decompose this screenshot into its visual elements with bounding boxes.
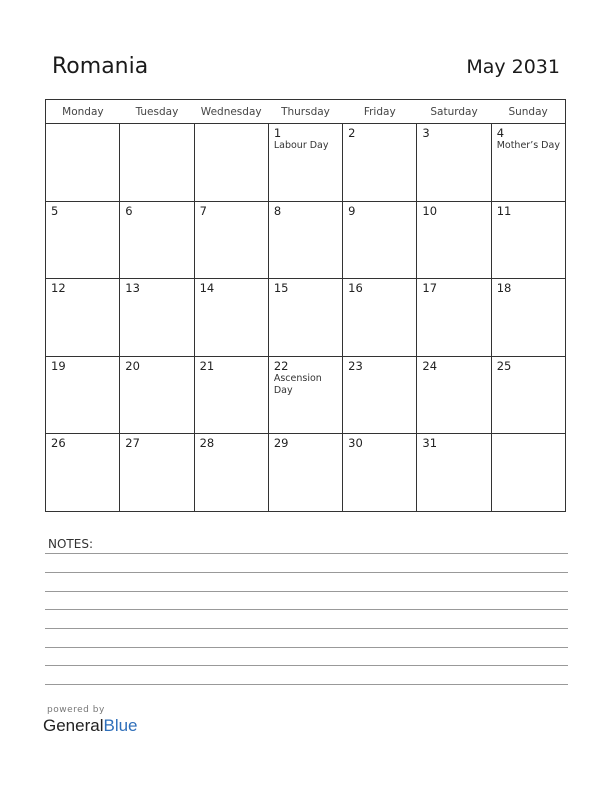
note-line: [45, 628, 568, 629]
calendar-grid: [45, 99, 566, 512]
note-line: [45, 647, 568, 648]
note-line: [45, 665, 568, 666]
calendar-day-cell: [194, 434, 268, 512]
calendar-day-cell: [46, 124, 120, 202]
calendar-day-cell: [491, 124, 565, 202]
calendar-day-cell: [417, 279, 491, 357]
calendar-day-cell: [194, 124, 268, 202]
weekday-header: Sunday: [491, 100, 565, 124]
calendar-day-cell: [491, 434, 565, 512]
calendar-day-cell: [46, 279, 120, 357]
weekday-header: Monday: [46, 100, 120, 124]
weekday-header: Thursday: [268, 100, 342, 124]
calendar-day-cell: [46, 201, 120, 279]
note-line: [45, 684, 568, 685]
weekday-header: Tuesday: [120, 100, 194, 124]
day-number: 31: [422, 436, 438, 451]
calendar-day-cell: [268, 356, 342, 434]
weekday-header-row: [46, 100, 566, 124]
calendar-day-cell: [491, 356, 565, 434]
notes-label: NOTES:: [48, 537, 93, 551]
calendar-week-row: [46, 201, 566, 279]
day-number: 25: [496, 358, 512, 373]
day-number: 18: [496, 281, 512, 296]
note-line: [45, 572, 568, 573]
day-number: 13: [125, 281, 140, 296]
note-line: [45, 609, 568, 610]
calendar-day-cell: [120, 356, 194, 434]
month-title: May 2031: [466, 56, 560, 78]
generalblue-logo[interactable]: [43, 716, 138, 736]
day-number: 3: [422, 126, 430, 140]
calendar-day-cell: [268, 201, 342, 279]
calendar-day-cell: [343, 124, 417, 202]
day-number: 21: [199, 358, 215, 373]
holiday-label: Labour Day: [273, 140, 329, 151]
calendar-day-cell: [417, 356, 491, 434]
day-number: 1: [273, 126, 282, 140]
day-number: 28: [199, 436, 215, 451]
day-number: 12: [51, 281, 66, 296]
day-number: 20: [125, 358, 140, 373]
calendar-day-cell: [343, 434, 417, 512]
day-number: 29: [273, 436, 289, 451]
weekday-header: Wednesday: [194, 100, 268, 124]
brand-blue: Blue: [103, 716, 138, 735]
calendar-day-cell: [491, 279, 565, 357]
calendar-day-cell: [417, 434, 491, 512]
day-number: 26: [51, 436, 66, 451]
holiday-label: Mother’s Day: [496, 140, 560, 151]
holiday-label: Ascension Day: [273, 372, 322, 396]
weekday-header: Saturday: [417, 100, 491, 124]
day-number: 8: [273, 203, 282, 218]
calendar-week-row: [46, 434, 566, 512]
calendar-body: [46, 124, 566, 512]
day-number: 7: [199, 203, 207, 218]
day-number: 6: [125, 203, 133, 218]
day-number: 16: [348, 281, 363, 296]
calendar-day-cell: [343, 356, 417, 434]
calendar-day-cell: [194, 356, 268, 434]
calendar-day-cell: [46, 356, 120, 434]
country-title: Romania: [52, 54, 149, 79]
calendar-week-row: [46, 356, 566, 434]
calendar-day-cell: [194, 201, 268, 279]
day-number: 27: [125, 436, 140, 451]
calendar-day-cell: [343, 201, 417, 279]
calendar-day-cell: [417, 124, 491, 202]
day-number: 15: [273, 281, 289, 296]
day-number: 9: [348, 203, 356, 218]
day-number: 5: [51, 203, 59, 218]
calendar-day-cell: [343, 279, 417, 357]
day-number: 19: [51, 358, 66, 373]
calendar-day-cell: [268, 434, 342, 512]
calendar-day-cell: [268, 124, 342, 202]
powered-by-text: powered by: [47, 705, 105, 715]
day-number: 30: [348, 436, 363, 451]
calendar-day-cell: [120, 434, 194, 512]
note-line: [45, 591, 568, 592]
calendar-day-cell: [120, 279, 194, 357]
brand-general: General: [43, 716, 104, 735]
calendar-day-cell: [46, 434, 120, 512]
day-number: 24: [422, 358, 438, 373]
calendar-day-cell: [268, 279, 342, 357]
calendar-day-cell: [417, 201, 491, 279]
day-number: 11: [496, 203, 512, 218]
day-number: 2: [348, 126, 356, 140]
calendar-week-row: [46, 279, 566, 357]
calendar-day-cell: [491, 201, 565, 279]
day-number: 14: [199, 281, 215, 296]
day-number: 22: [273, 358, 289, 373]
note-line: [45, 553, 568, 554]
day-number: 10: [422, 203, 438, 218]
calendar-day-cell: [194, 279, 268, 357]
calendar-day-cell: [120, 201, 194, 279]
day-number: 23: [348, 358, 363, 373]
day-number: 17: [422, 281, 438, 296]
calendar-week-row: [46, 124, 566, 202]
weekday-header: Friday: [343, 100, 417, 124]
calendar-day-cell: [120, 124, 194, 202]
day-number: 4: [496, 126, 505, 140]
